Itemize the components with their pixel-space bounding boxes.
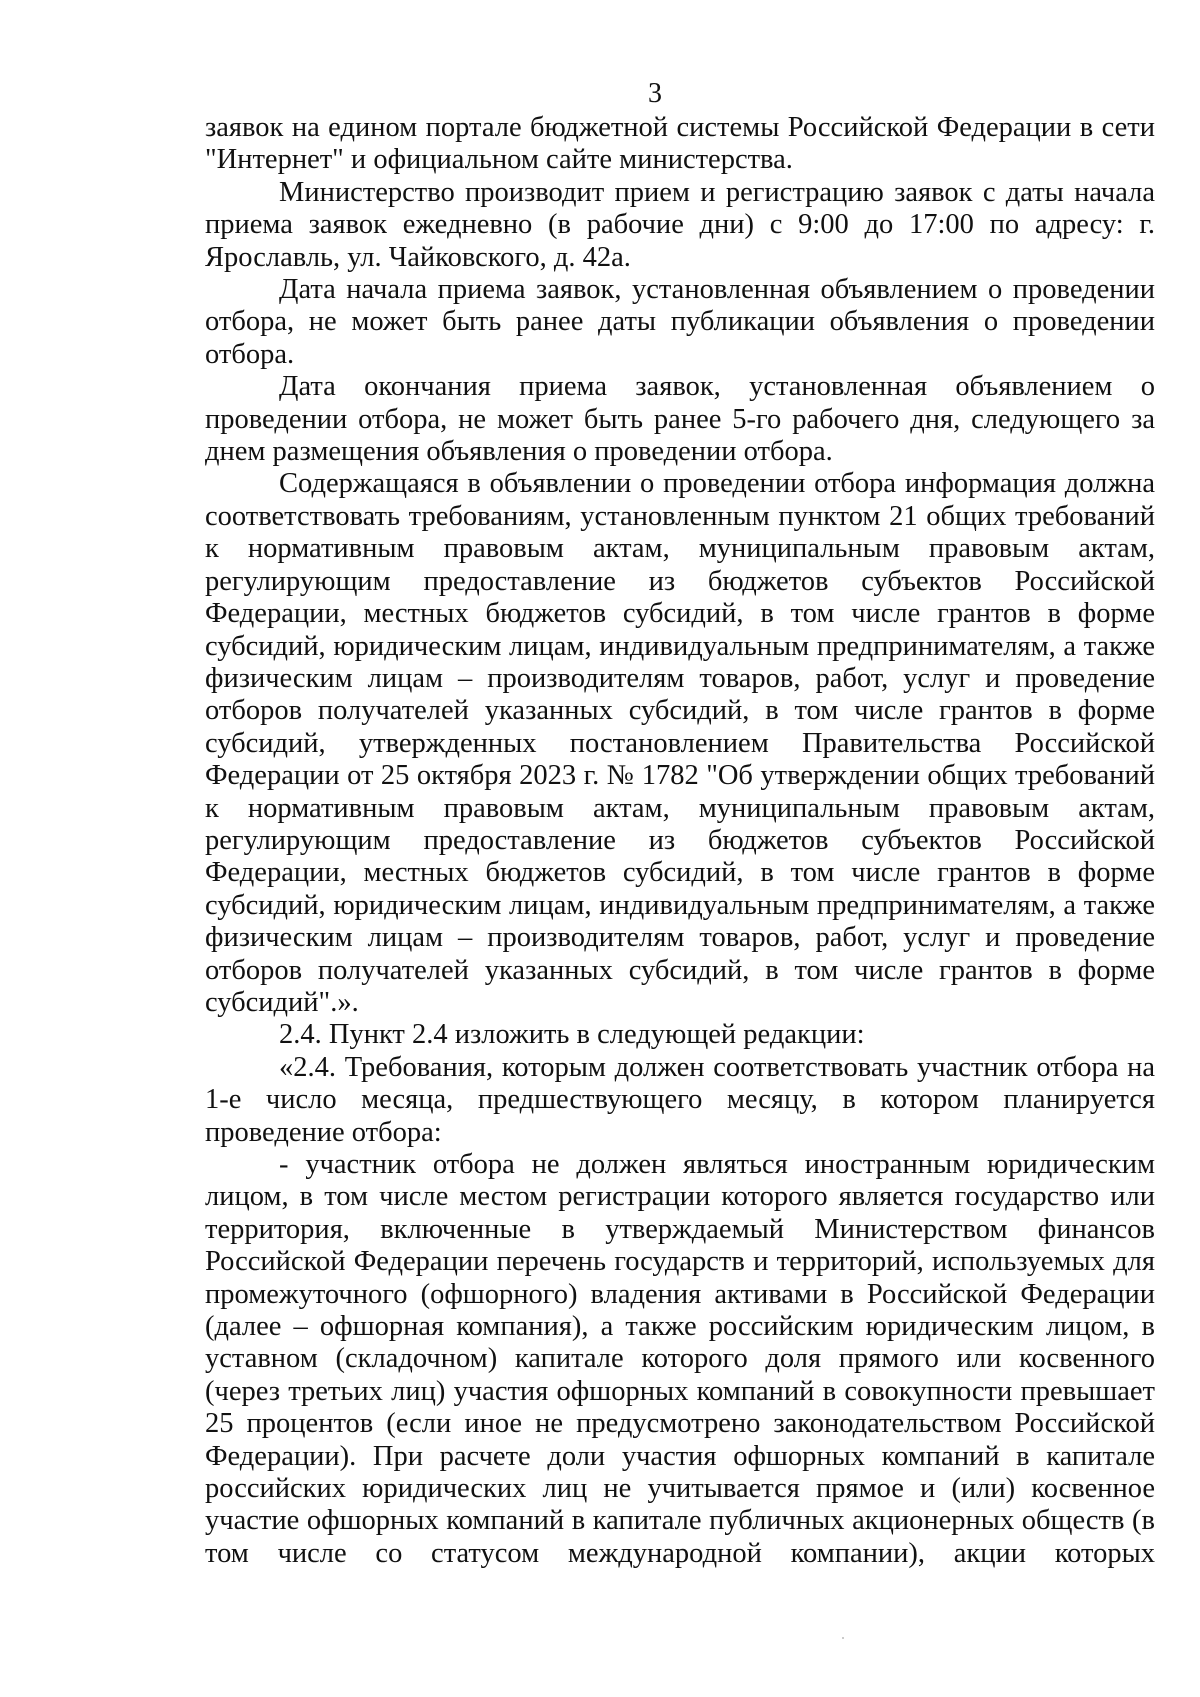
page-number: 3 <box>648 78 662 109</box>
paragraph-amendment-2-4: 2.4. Пункт 2.4 изложить в следующей редакции: <box>279 1019 865 1051</box>
paragraph-participant-requirements: «2.4. Требования, которым должен соответствовать участник отбора на 1-е число месяца, предшествующего месяцу, в котором планируется проведение отбора: <box>205 1051 1155 1148</box>
scan-speck <box>842 1637 844 1639</box>
paragraph-offshore-requirement: - участник отбора не должен являться иностранным юридическим лицом, в том числе местом регистрации которого является государство или территория, включенные в утверждаемый Министерством финансов Российской Федерации перечень государств и территорий, используемых для промежуточного (офшорного) владения активами в Российской Федерации (далее – офшорная компания), а также российским юридическим лицом, в уставном (складочном) капитале которого доля прямого или косвенного (через третьих лиц) участия офшорных компаний в совокупности превышает 25 процентов (если иное не предусмотрено законодательством Российской Федерации). При расчете доли участия офшорных компаний в капитале российских юридических лиц не учитывается прямое и (или) косвенное участие офшорных компаний в капитале публичных акционерных обществ (в том числе со статусом международной компании), акции которых <box>205 1149 1155 1569</box>
paragraph-end-date: Дата окончания приема заявок, установленная объявлением о проведении отбора, не может быть ранее 5-го рабочего дня, следующего за днем размещения объявления о проведении отбора. <box>205 371 1155 468</box>
paragraph-start-date: Дата начала приема заявок, установленная объявлением о проведении отбора, не может быть ранее даты публикации объявления о проведении отбора. <box>205 274 1155 370</box>
paragraph-continuation: заявок на едином портале бюджетной системы Российской Федерации в сети "Интернет" и официальном сайте министерства. <box>205 112 1155 176</box>
paragraph-announcement-requirements: Содержащаяся в объявлении о проведении отбора информация должна соответствовать требованиям, установленным пунктом 21 общих требований к нормативным правовым актам, муниципальным правовым актам, регулирующим предоставление из бюджетов субъектов Российской Федерации, местных бюджетов субсидий, в том числе грантов в форме субсидий, юридическим лицам, индивидуальным предпринимателям, а также физическим лицам – производителям товаров, работ, услуг и проведение отборов получателей указанных субсидий, в том числе грантов в форме субсидий, утвержденных постановлением Правительства Российской Федерации от 25 октября 2023 г. № 1782 "Об утверждении общих требований к нормативным правовым актам, муниципальным правовым актам, регулирующим предоставление из бюджетов субъектов Российской Федерации, местных бюджетов субсидий, в том числе грантов в форме субсидий, юридическим лицам, индивидуальным предпринимателям, а также физическим лицам – производителям товаров, работ, услуг и проведение отборов получателей указанных субсидий, в том числе грантов в форме субсидий".». <box>205 468 1155 1018</box>
document-body <box>205 112 1155 1570</box>
paragraph-reception-hours: Министерство производит прием и регистрацию заявок с даты начала приема заявок ежедневно (в рабочие дни) с 9:00 до 17:00 по адресу: г. Ярославль, ул. Чайковского, д. 42а. <box>205 176 1155 273</box>
